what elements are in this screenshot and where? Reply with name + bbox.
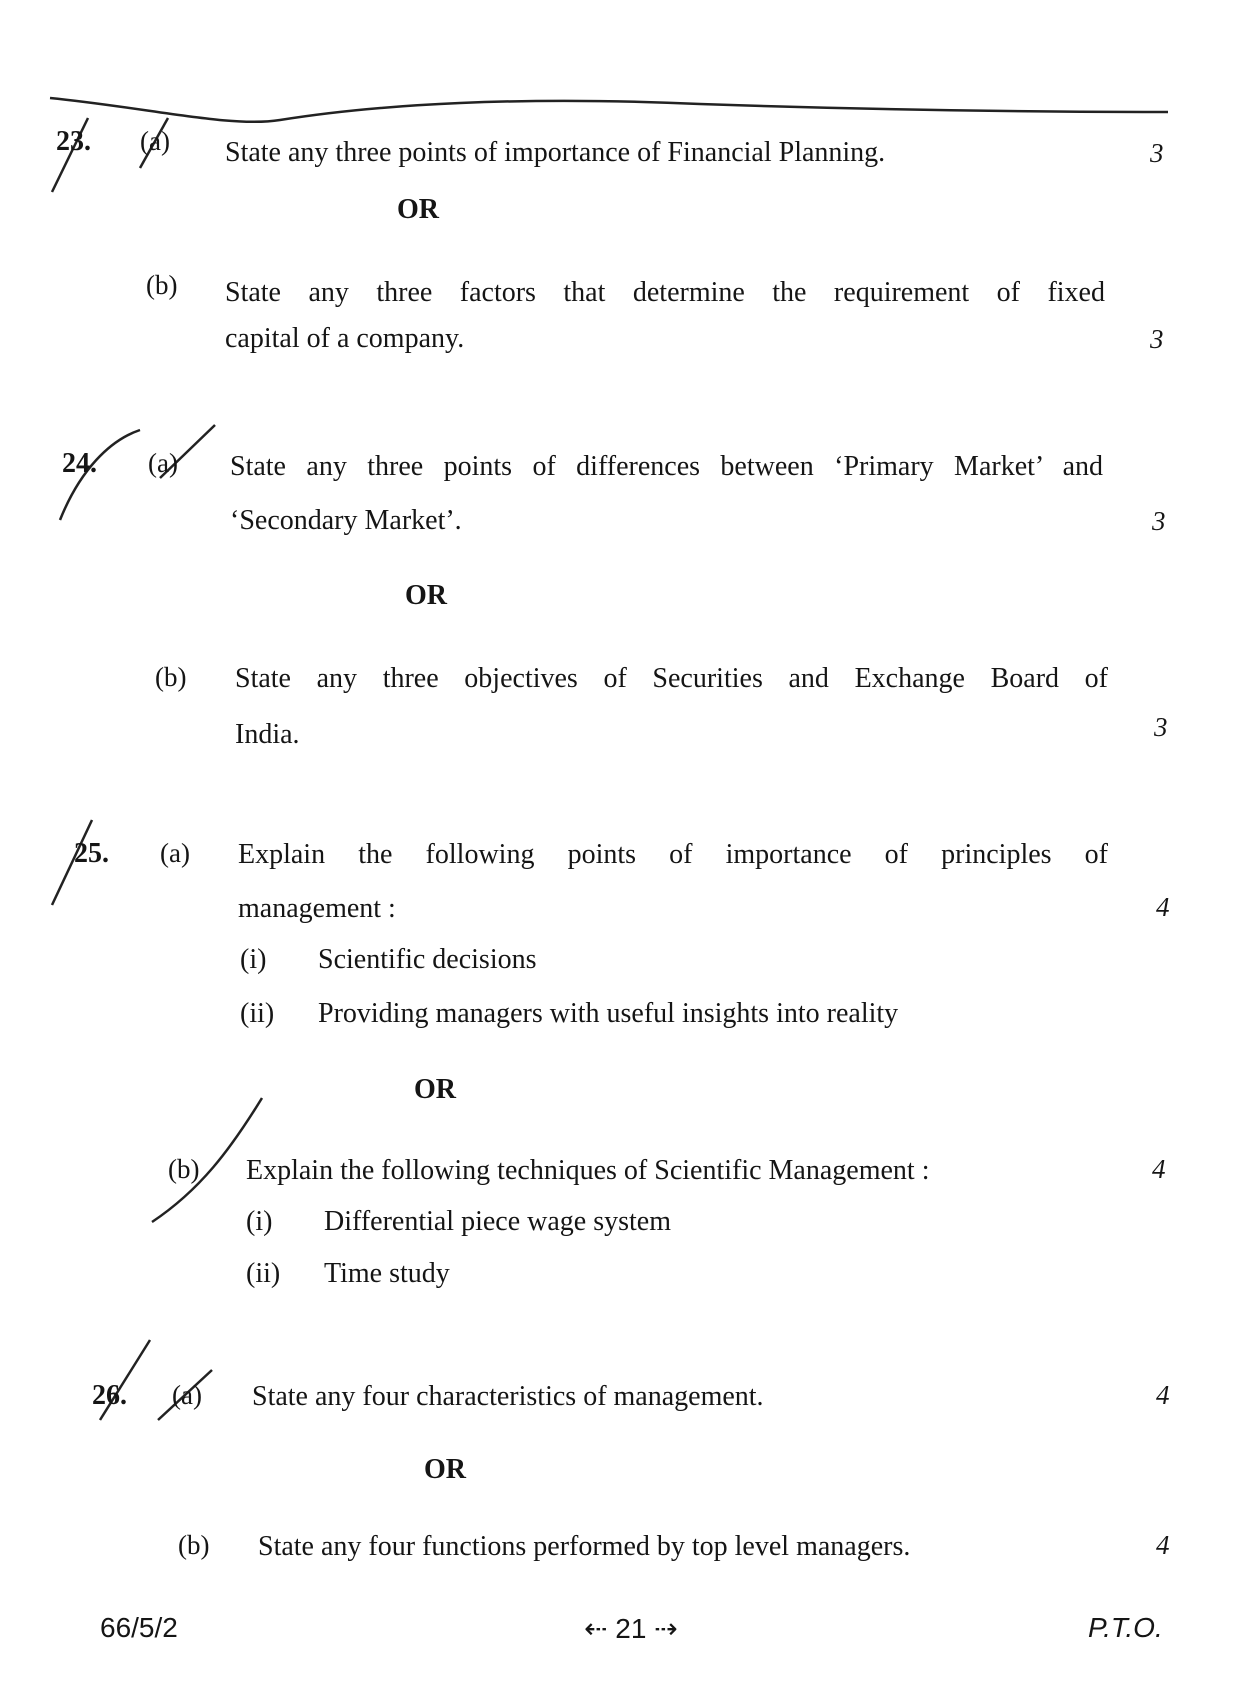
subitem-label-25b-i: (i) [246,1206,273,1237]
paper-code: 66/5/2 [100,1612,178,1643]
part-label-26a: (a) [172,1380,202,1410]
marks-26a: 4 [1156,1380,1170,1410]
top-rule-line [50,98,1168,122]
question-text-24a-line1: State any three points of differences between ‘Primary Market’ and [230,451,1103,482]
subitem-label-25b-ii: (ii) [246,1258,281,1289]
question-text-23b-line1: State any three factors that determine the requirement of fixed [225,277,1105,308]
subitem-text-25b-ii: Time study [324,1258,450,1289]
or-divider-25: OR [414,1074,456,1105]
part-label-25a: (a) [160,838,190,868]
question-number-23: 23. [56,126,91,157]
part-label-23b: (b) [146,270,178,300]
question-text-25a-line2: management : [238,893,396,924]
or-divider-24: OR [405,580,447,611]
part-label-24a: (a) [148,448,178,478]
page-number [584,1612,678,1645]
question-text-23a-line1: State any three points of importance of Financial Planning. [225,137,886,168]
marks-25a: 4 [1156,892,1170,922]
part-label-26b: (b) [178,1530,210,1560]
question-text-24b-line1: State any three objectives of Securities and Exchange Board of [235,663,1108,694]
page-number-value: 21 [615,1613,647,1644]
marks-24b: 3 [1154,712,1168,742]
part-label-25b: (b) [168,1154,200,1184]
question-text-24a-line2: ‘Secondary Market’. [230,505,462,536]
question-text-25a-line1: Explain the following points of importance of principles of [238,839,1108,870]
subitem-label-25a-i: (i) [240,944,267,975]
page-number-decoration-right: ⇢ [646,1613,678,1644]
question-number-24: 24. [62,448,97,479]
subitem-label-25a-ii: (ii) [240,998,275,1029]
page-number-decoration-left: ⇠ [584,1613,616,1644]
question-text-26a-line1: State any four characteristics of management. [252,1381,764,1412]
question-text-24b-line2: India. [235,719,300,750]
part-label-23a: (a) [140,126,170,156]
subitem-text-25a-ii: Providing managers with useful insights into reality [318,998,899,1029]
marks-23b: 3 [1150,324,1164,354]
or-divider-26: OR [424,1454,466,1485]
marks-25b: 4 [1152,1154,1166,1184]
question-text-25b-line1: Explain the following techniques of Scientific Management : [246,1155,930,1186]
marks-23a: 3 [1150,138,1164,168]
part-label-24b: (b) [155,662,187,692]
question-number-26: 26. [92,1380,127,1411]
question-text-23b-line2: capital of a company. [225,323,465,354]
marks-26b: 4 [1156,1530,1170,1560]
subitem-text-25a-i: Scientific decisions [318,944,537,975]
subitem-text-25b-i: Differential piece wage system [324,1206,672,1237]
or-divider-23: OR [397,194,439,225]
pto-label: P.T.O. [1088,1612,1163,1643]
marks-24a: 3 [1152,506,1166,536]
question-number-25: 25. [74,838,109,869]
question-text-26b-line1: State any four functions performed by top level managers. [258,1531,911,1562]
